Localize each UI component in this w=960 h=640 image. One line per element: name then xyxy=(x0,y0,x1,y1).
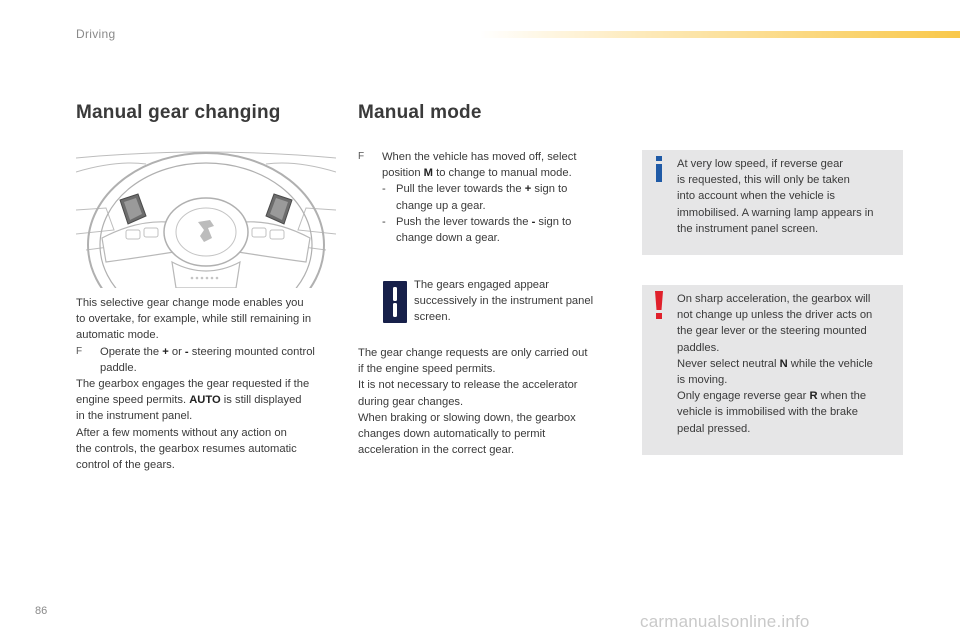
manual-mode-steps xyxy=(358,149,620,246)
select-m-step-cont xyxy=(358,165,620,181)
warning-line: not change up unless the driver acts on xyxy=(677,309,873,322)
warning-line: vehicle is immobilised with the brake xyxy=(677,406,858,419)
intro-line-3: automatic mode. xyxy=(76,329,159,342)
note-line: if the engine speed permits. xyxy=(358,363,496,376)
pull-lever-substep xyxy=(358,181,620,213)
substep-text: Pull the lever towards the xyxy=(396,183,525,196)
info-line: is requested, this will only be taken xyxy=(677,174,850,187)
note-line: It is not necessary to release the accelerator xyxy=(358,379,578,392)
intro-line-2: to overtake, for example, while still remaining in xyxy=(76,313,312,326)
header-accent-bar xyxy=(480,31,960,38)
display-note xyxy=(414,277,619,326)
gear-change-notes xyxy=(358,345,623,458)
dash-marker: - xyxy=(382,215,386,228)
substep-text: change up a gear. xyxy=(396,199,486,212)
step-text: Operate the xyxy=(100,345,163,358)
info-icon xyxy=(652,156,666,182)
steering-wheel-illustration xyxy=(76,150,336,288)
left-body-text xyxy=(76,295,341,473)
select-m-step xyxy=(358,149,620,165)
reverse-r-label: R xyxy=(809,390,818,403)
resume-line-2: the controls, the gearbox resumes automatic xyxy=(76,442,297,455)
warning-text: when the xyxy=(817,390,867,403)
display-note-line: screen. xyxy=(414,311,451,324)
display-note-line: The gears engaged appear xyxy=(414,279,549,291)
note-line: The gear change requests are only carried out xyxy=(358,347,588,359)
plus-sign: + xyxy=(162,345,169,358)
bullet-marker: F xyxy=(358,151,365,162)
section-header: Driving xyxy=(76,27,116,41)
warning-line: is moving. xyxy=(677,374,728,387)
step-text: or xyxy=(168,345,185,358)
note-line: acceleration in the correct gear. xyxy=(358,444,515,457)
bullet-marker: F xyxy=(76,345,83,357)
info-line: immobilised. A warning lamp appears in xyxy=(677,206,874,219)
step-text: position xyxy=(382,167,424,180)
resume-line-1: After a few moments without any action on xyxy=(76,426,287,439)
dash-marker: - xyxy=(382,183,386,196)
instrument-display-icon xyxy=(383,281,407,323)
auto-label: AUTO xyxy=(189,394,221,407)
note-line: changes down automatically to permit xyxy=(358,428,546,441)
info-line: the instrument panel screen. xyxy=(677,222,819,235)
engage-text: engine speed permits. xyxy=(76,394,190,407)
push-lever-substep xyxy=(358,214,620,246)
engage-line-2 xyxy=(76,392,341,408)
operate-paddle-step xyxy=(76,344,341,360)
engage-line-1: The gearbox engages the gear requested if the xyxy=(76,378,310,391)
resume-line-3: control of the gears. xyxy=(76,459,175,472)
substep-text: sign to xyxy=(535,215,572,228)
neutral-n-label: N xyxy=(779,357,788,370)
engage-text: is still displayed xyxy=(220,394,302,407)
page-number: 86 xyxy=(35,605,48,617)
warning-line: the gear lever or the steering mounted xyxy=(677,325,867,338)
engage-line-3: in the instrument panel. xyxy=(76,410,193,423)
warning-line xyxy=(677,388,897,404)
step-text: steering mounted control xyxy=(188,345,315,358)
warning-line: On sharp acceleration, the gearbox will xyxy=(677,293,871,305)
warning-note-box xyxy=(642,285,903,455)
substep-text: Push the lever towards the xyxy=(396,215,532,228)
step-text: When the vehicle has moved off, select xyxy=(382,151,577,163)
intro-line-1: This selective gear change mode enables you xyxy=(76,297,304,309)
display-note-line: successively in the instrument panel xyxy=(414,295,594,308)
watermark: carmanualsonline.info xyxy=(640,612,810,631)
operate-paddle-step-cont: paddle. xyxy=(100,361,137,374)
middle-section-title: Manual mode xyxy=(358,102,482,123)
plus-sign: + xyxy=(524,183,532,196)
warning-text: while the vehicle xyxy=(787,357,873,370)
substep-text: sign to xyxy=(531,183,568,196)
minus-sign: - xyxy=(184,345,189,358)
warning-line xyxy=(677,356,897,372)
info-note-box xyxy=(642,150,903,255)
info-line: into account when the vehicle is xyxy=(677,190,835,203)
note-line: When braking or slowing down, the gearbox xyxy=(358,411,576,424)
note-line: during gear changes. xyxy=(358,395,464,408)
info-line: At very low speed, if reverse gear xyxy=(677,158,844,170)
warning-text: Only engage reverse gear xyxy=(677,390,810,403)
minus-sign: - xyxy=(531,215,536,228)
left-section-title: Manual gear changing xyxy=(76,102,281,123)
warning-icon xyxy=(652,291,666,319)
substep-text: change down a gear. xyxy=(396,232,500,245)
step-text: to change to manual mode. xyxy=(433,167,572,180)
warning-text: Never select neutral xyxy=(677,357,780,370)
warning-line: pedal pressed. xyxy=(677,422,751,435)
warning-line: paddles. xyxy=(677,341,720,354)
position-m-label: M xyxy=(423,167,433,180)
